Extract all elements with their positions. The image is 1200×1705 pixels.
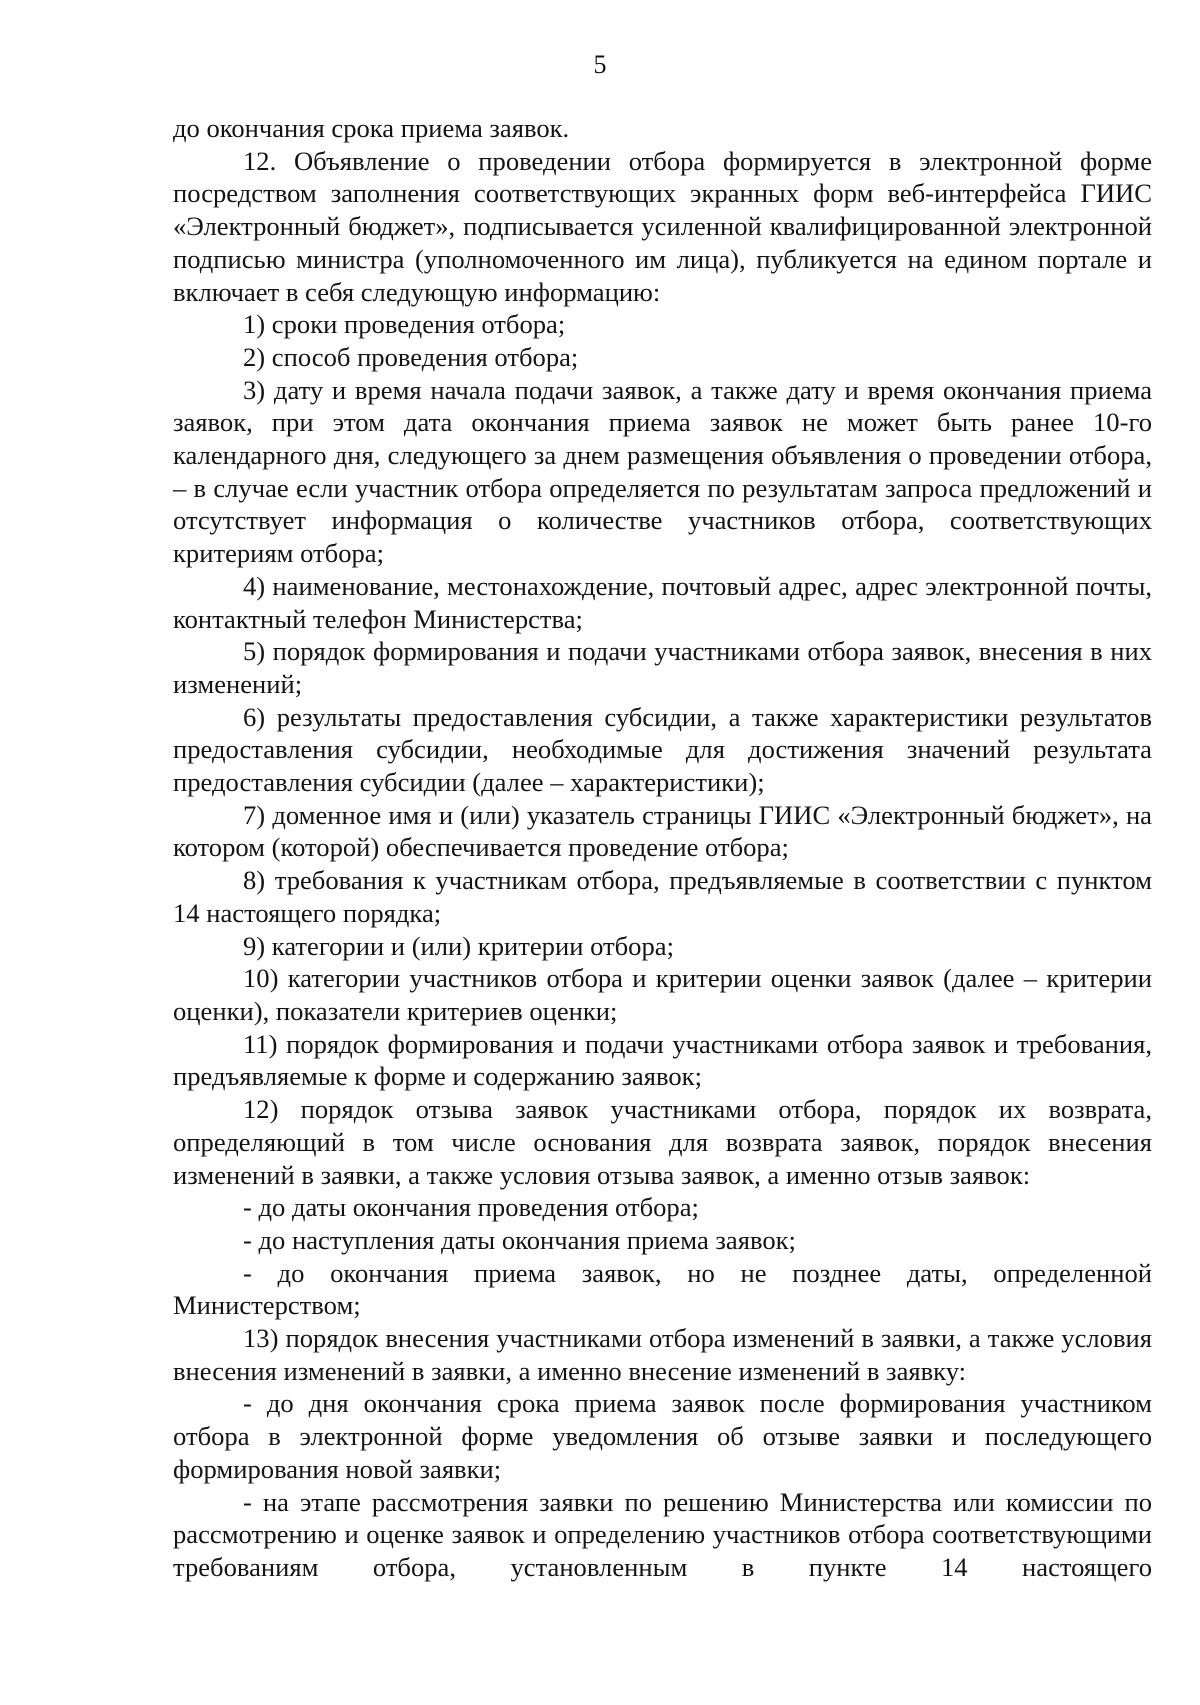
list-item-8: 8) требования к участникам отбора, предъявляемые в соответствии с пунктом 14 настоящего порядка;: [173, 865, 1152, 928]
list-item-10: 10) категории участников отбора и критерии оценки заявок (далее – критерии оценки), показатели критериев оценки;: [173, 963, 1152, 1026]
sub-item-12-1: - до даты окончания проведения отбора;: [243, 1192, 699, 1223]
sub-item-13-1: - до дня окончания срока приема заявок после формирования участником отбора в электронной форме уведомления об отзыве заявки и последующего формирования новой заявки;: [173, 1388, 1152, 1484]
sub-item-12-2: - до наступления даты окончания приема заявок;: [243, 1224, 796, 1255]
list-item-9: 9) категории и (или) критерии отбора;: [243, 930, 674, 961]
list-item-13: 13) порядок внесения участниками отбора изменений в заявки, а также условия внесения изменений в заявки, а именно внесение изменений в заявку:: [173, 1323, 1152, 1386]
list-item-3: 3) дату и время начала подачи заявок, а также дату и время окончания приема заявок, при этом дата окончания приема заявок не может быть ранее 10-го календарного дня, следующего за днем размещения объявления о проведении отбора, – в случае если участник отбора определяется по результатам запроса предложений и отсутствует информация о количестве участников отбора, соответствующих критериям отбора;: [173, 374, 1152, 569]
list-item-11: 11) порядок формирования и подачи участниками отбора заявок и требования, предъявляемые к форме и содержанию заявок;: [173, 1028, 1152, 1092]
list-item-2: 2) способ проведения отбора;: [243, 341, 579, 372]
document-body: [173, 112, 1152, 1584]
list-item-6: 6) результаты предоставления субсидии, а также характеристики результатов предоставления субсидии, необходимые для достижения значений результата предоставления субсидии (далее – характеристики);: [173, 701, 1152, 798]
sub-item-13-2: - на этапе рассмотрения заявки по решению Министерства или комиссии по рассмотрению и оценке заявок и определению участников отбора соответствующими требованиям отбора, установленным в пункте 14 настоящего: [173, 1486, 1152, 1582]
sub-item-12-3: - до окончания приема заявок, но не позднее даты, определенной Министерством;: [173, 1257, 1152, 1321]
paragraph-continuation: до окончания срока приема заявок.: [173, 113, 570, 143]
list-item-7: 7) доменное имя и (или) указатель страницы ГИИС «Электронный бюджет», на котором (которой) обеспечивается проведение отбора;: [173, 799, 1152, 863]
list-item-4: 4) наименование, местонахождение, почтовый адрес, адрес электронной почты, контактный телефон Министерства;: [173, 570, 1152, 634]
list-item-12: 12) порядок отзыва заявок участниками отбора, порядок их возврата, определяющий в том числе основания для возврата заявок, порядок внесения изменений в заявки, а также условия отзыва заявок, а именно отзыв заявок:: [173, 1094, 1152, 1190]
page-number: 5: [593, 50, 607, 79]
list-item-1: 1) сроки проведения отбора;: [243, 309, 566, 340]
paragraph-clause-12: 12. Объявление о проведении отбора формируется в электронной форме посредством заполнения соответствующих экранных форм веб-интерфейса ГИИС «Электронный бюджет», подписывается усиленной квалифицированной электронной подписью министра (уполномоченного им лица), публикуется на едином портале и включает в себя следующую информацию:: [173, 145, 1152, 307]
list-item-5: 5) порядок формирования и подачи участниками отбора заявок, внесения в них изменений;: [173, 636, 1152, 699]
